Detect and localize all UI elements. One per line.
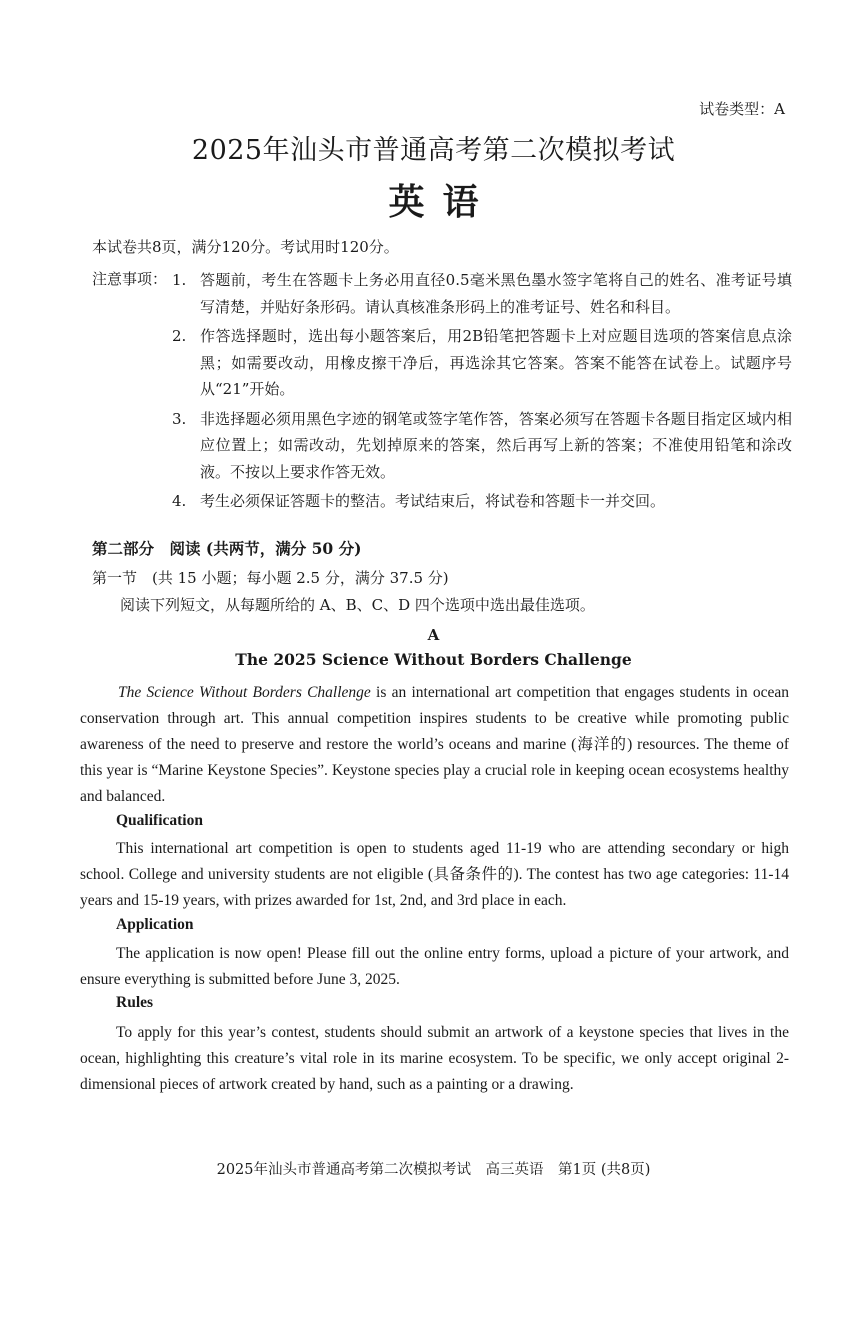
notice-list — [172, 267, 792, 518]
subsection-heading: 第一节 (共 15 小题；每小题 2.5 分，满分 37.5 分) — [92, 569, 449, 587]
notice-text: 作答选择题时，选出每小题答案后，用2B铅笔把答题卡上对应题目选项的答案信息点涂黑；如需要改动，用橡皮擦干净后，再选涂其它答案。答案不能答在试卷上。试题序号从“21”开始。 — [200, 327, 792, 398]
qualification-heading: Qualification — [116, 812, 203, 829]
subject-title: 英语 — [388, 181, 497, 223]
notice-text: 考生必须保证答题卡的整洁。考试结束后，将试卷和答题卡一并交回。 — [200, 492, 666, 510]
exam-title: 2025年汕头市普通高考第二次模拟考试 — [191, 135, 676, 166]
section-heading: 第二部分 阅读 (共两节，满分 50 分) — [92, 539, 362, 558]
application-paragraph: The application is now open! Please fill out the online entry forms, upload a picture of your artwork, and ensure everything is submitted before June 3, 2025. — [80, 945, 789, 988]
notice-item — [172, 323, 792, 403]
notice-item — [172, 406, 792, 486]
notice-text: 答题前，考生在答题卡上务必用直径0.5毫米黑色墨水签字笔将自己的姓名、准考证号填写清楚，并贴好条形码。请认真核准条形码上的准考证号、姓名和科目。 — [200, 271, 792, 316]
rules-paragraph: To apply for this year’s contest, students should submit an artwork of a keystone species that lives in the ocean, highlighting this creature’s vital role in its marine ecosystem. To be specific, we only accept original 2-dimensional pieces of artwork created by hand, such as a painting or a drawing. — [80, 1024, 789, 1093]
page-footer: 2025年汕头市普通高考第二次模拟考试 高三英语 第1页 (共8页) — [216, 1162, 651, 1178]
passage-paragraph-intro — [80, 680, 789, 810]
passage-letter: A — [427, 626, 440, 644]
rules-heading: Rules — [116, 994, 154, 1011]
notice-number: 3. — [172, 409, 187, 428]
notice-label: 注意事项： — [92, 270, 168, 288]
competition-name: The Science Without Borders Challenge — [118, 684, 371, 701]
notice-text: 非选择题必须用黑色字迹的钢笔或签字笔作答，答案必须写在答题卡各题目指定区域内相应位置上；如需改动，先划掉原来的答案，然后再写上新的答案；不准使用铅笔和涂改液。不按以上要求作答无效。 — [200, 409, 792, 481]
notice-item — [172, 267, 792, 320]
exam-intro: 本试卷共8页，满分120分。考试用时120分。 — [92, 238, 399, 256]
notice-number: 1. — [172, 271, 187, 289]
passage-title: The 2025 Science Without Borders Challenge — [235, 650, 632, 669]
application-heading: Application — [116, 916, 194, 933]
intro-text: is an international art competition that engages students in ocean conservation through art. This annual competition inspires students to be creative while promoting public awareness of the need to preserve and restore the world’s oceans and marine (海洋的) resources. The theme of this year is “Marine Keystone Species”. Keystone species play a crucial role in keeping ocean ecosystems healthy and balanced. — [80, 684, 789, 805]
reading-directions: 阅读下列短文，从每题所给的 A、B、C、D 四个选项中选出最佳选项。 — [120, 596, 595, 614]
notice-number: 4. — [172, 492, 187, 510]
notice-number: 2. — [172, 327, 187, 345]
paper-type-label: 试卷类型：A — [699, 100, 785, 118]
qualification-paragraph: This international art competition is open to students aged 11-19 who are attending secondary or high school. College and university students are not eligible (具备条件的). The contest has two age categories: 11-14 years and 15-19 years, with prizes awarded for 1st, 2nd, and 3rd place in each. — [80, 840, 789, 909]
notice-item — [172, 488, 792, 515]
